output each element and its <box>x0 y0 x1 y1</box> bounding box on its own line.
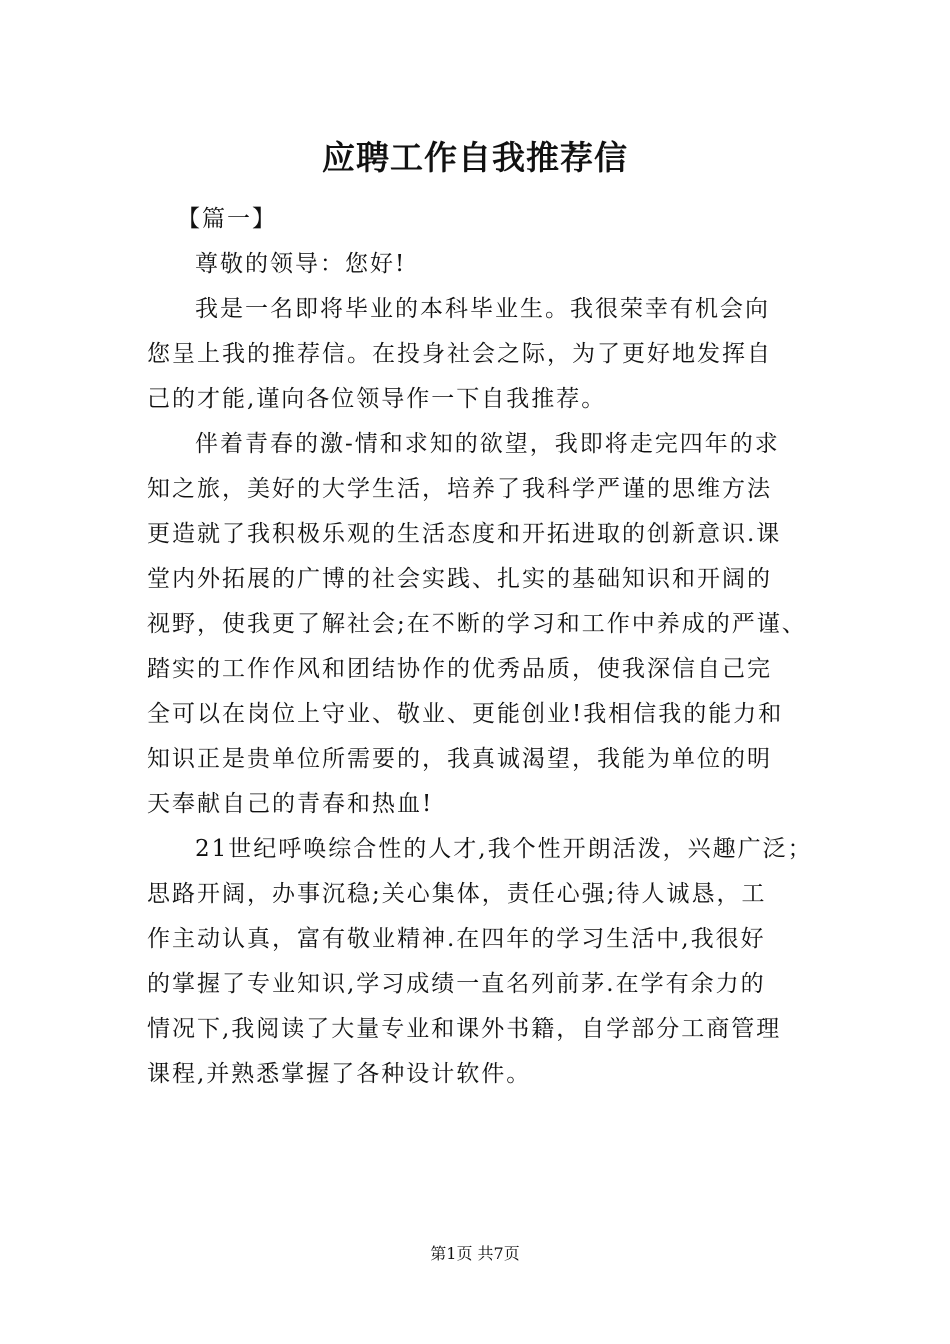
document-body <box>147 197 813 1097</box>
paragraph-line: 的掌握了专业知识,学习成绩一直名列前茅.在学有余力的 <box>147 971 766 997</box>
paragraph-line: 情况下,我阅读了大量专业和课外书籍，自学部分工商管理 <box>147 1016 782 1042</box>
paragraph-line: 思路开阔，办事沉稳;关心集体，责任心强;待人诚恳，工 <box>147 881 767 907</box>
section-heading: 【篇一】 <box>177 206 277 232</box>
paragraph-line: 我是一名即将毕业的本科毕业生。我很荣幸有机会向 <box>195 296 770 322</box>
paragraph-line: 知之旅，美好的大学生活，培养了我科学严谨的思维方法 <box>147 476 772 502</box>
paragraph-line: 己的才能,谨向各位领导作一下自我推荐。 <box>147 386 607 412</box>
paragraph-line: 您呈上我的推荐信。在投身社会之际，为了更好地发挥自 <box>147 341 772 367</box>
paragraph-line: 踏实的工作作风和团结协作的优秀品质，使我深信自己完 <box>147 656 772 682</box>
paragraph-line: 21世纪呼唤综合性的人才,我个性开朗活泼，兴趣广泛； <box>195 836 813 862</box>
paragraph-line: 视野，使我更了解社会;在不断的学习和工作中养成的严谨、 <box>147 611 807 637</box>
paragraph-line: 堂内外拓展的广博的社会实践、扎实的基础知识和开阔的 <box>147 566 772 592</box>
page-number-footer: 第1页 共7页 <box>430 1244 520 1263</box>
paragraph-line: 作主动认真，富有敬业精神.在四年的学习生活中,我很好 <box>147 926 766 952</box>
paragraph-line: 伴着青春的激-情和求知的欲望，我即将走完四年的求 <box>195 431 780 457</box>
document-title: 应聘工作自我推荐信 <box>322 138 628 177</box>
salutation: 尊敬的领导：您好! <box>195 251 407 277</box>
paragraph-line: 更造就了我积极乐观的生活态度和开拓进取的创新意识.课 <box>147 521 782 547</box>
paragraph-line: 天奉献自己的青春和热血! <box>147 791 434 817</box>
paragraph-line: 课程,并熟悉掌握了各种设计软件。 <box>147 1061 532 1087</box>
paragraph-line: 全可以在岗位上守业、敬业、更能创业!我相信我的能力和 <box>147 701 784 727</box>
paragraph-line: 知识正是贵单位所需要的，我真诚渴望，我能为单位的明 <box>147 746 772 772</box>
